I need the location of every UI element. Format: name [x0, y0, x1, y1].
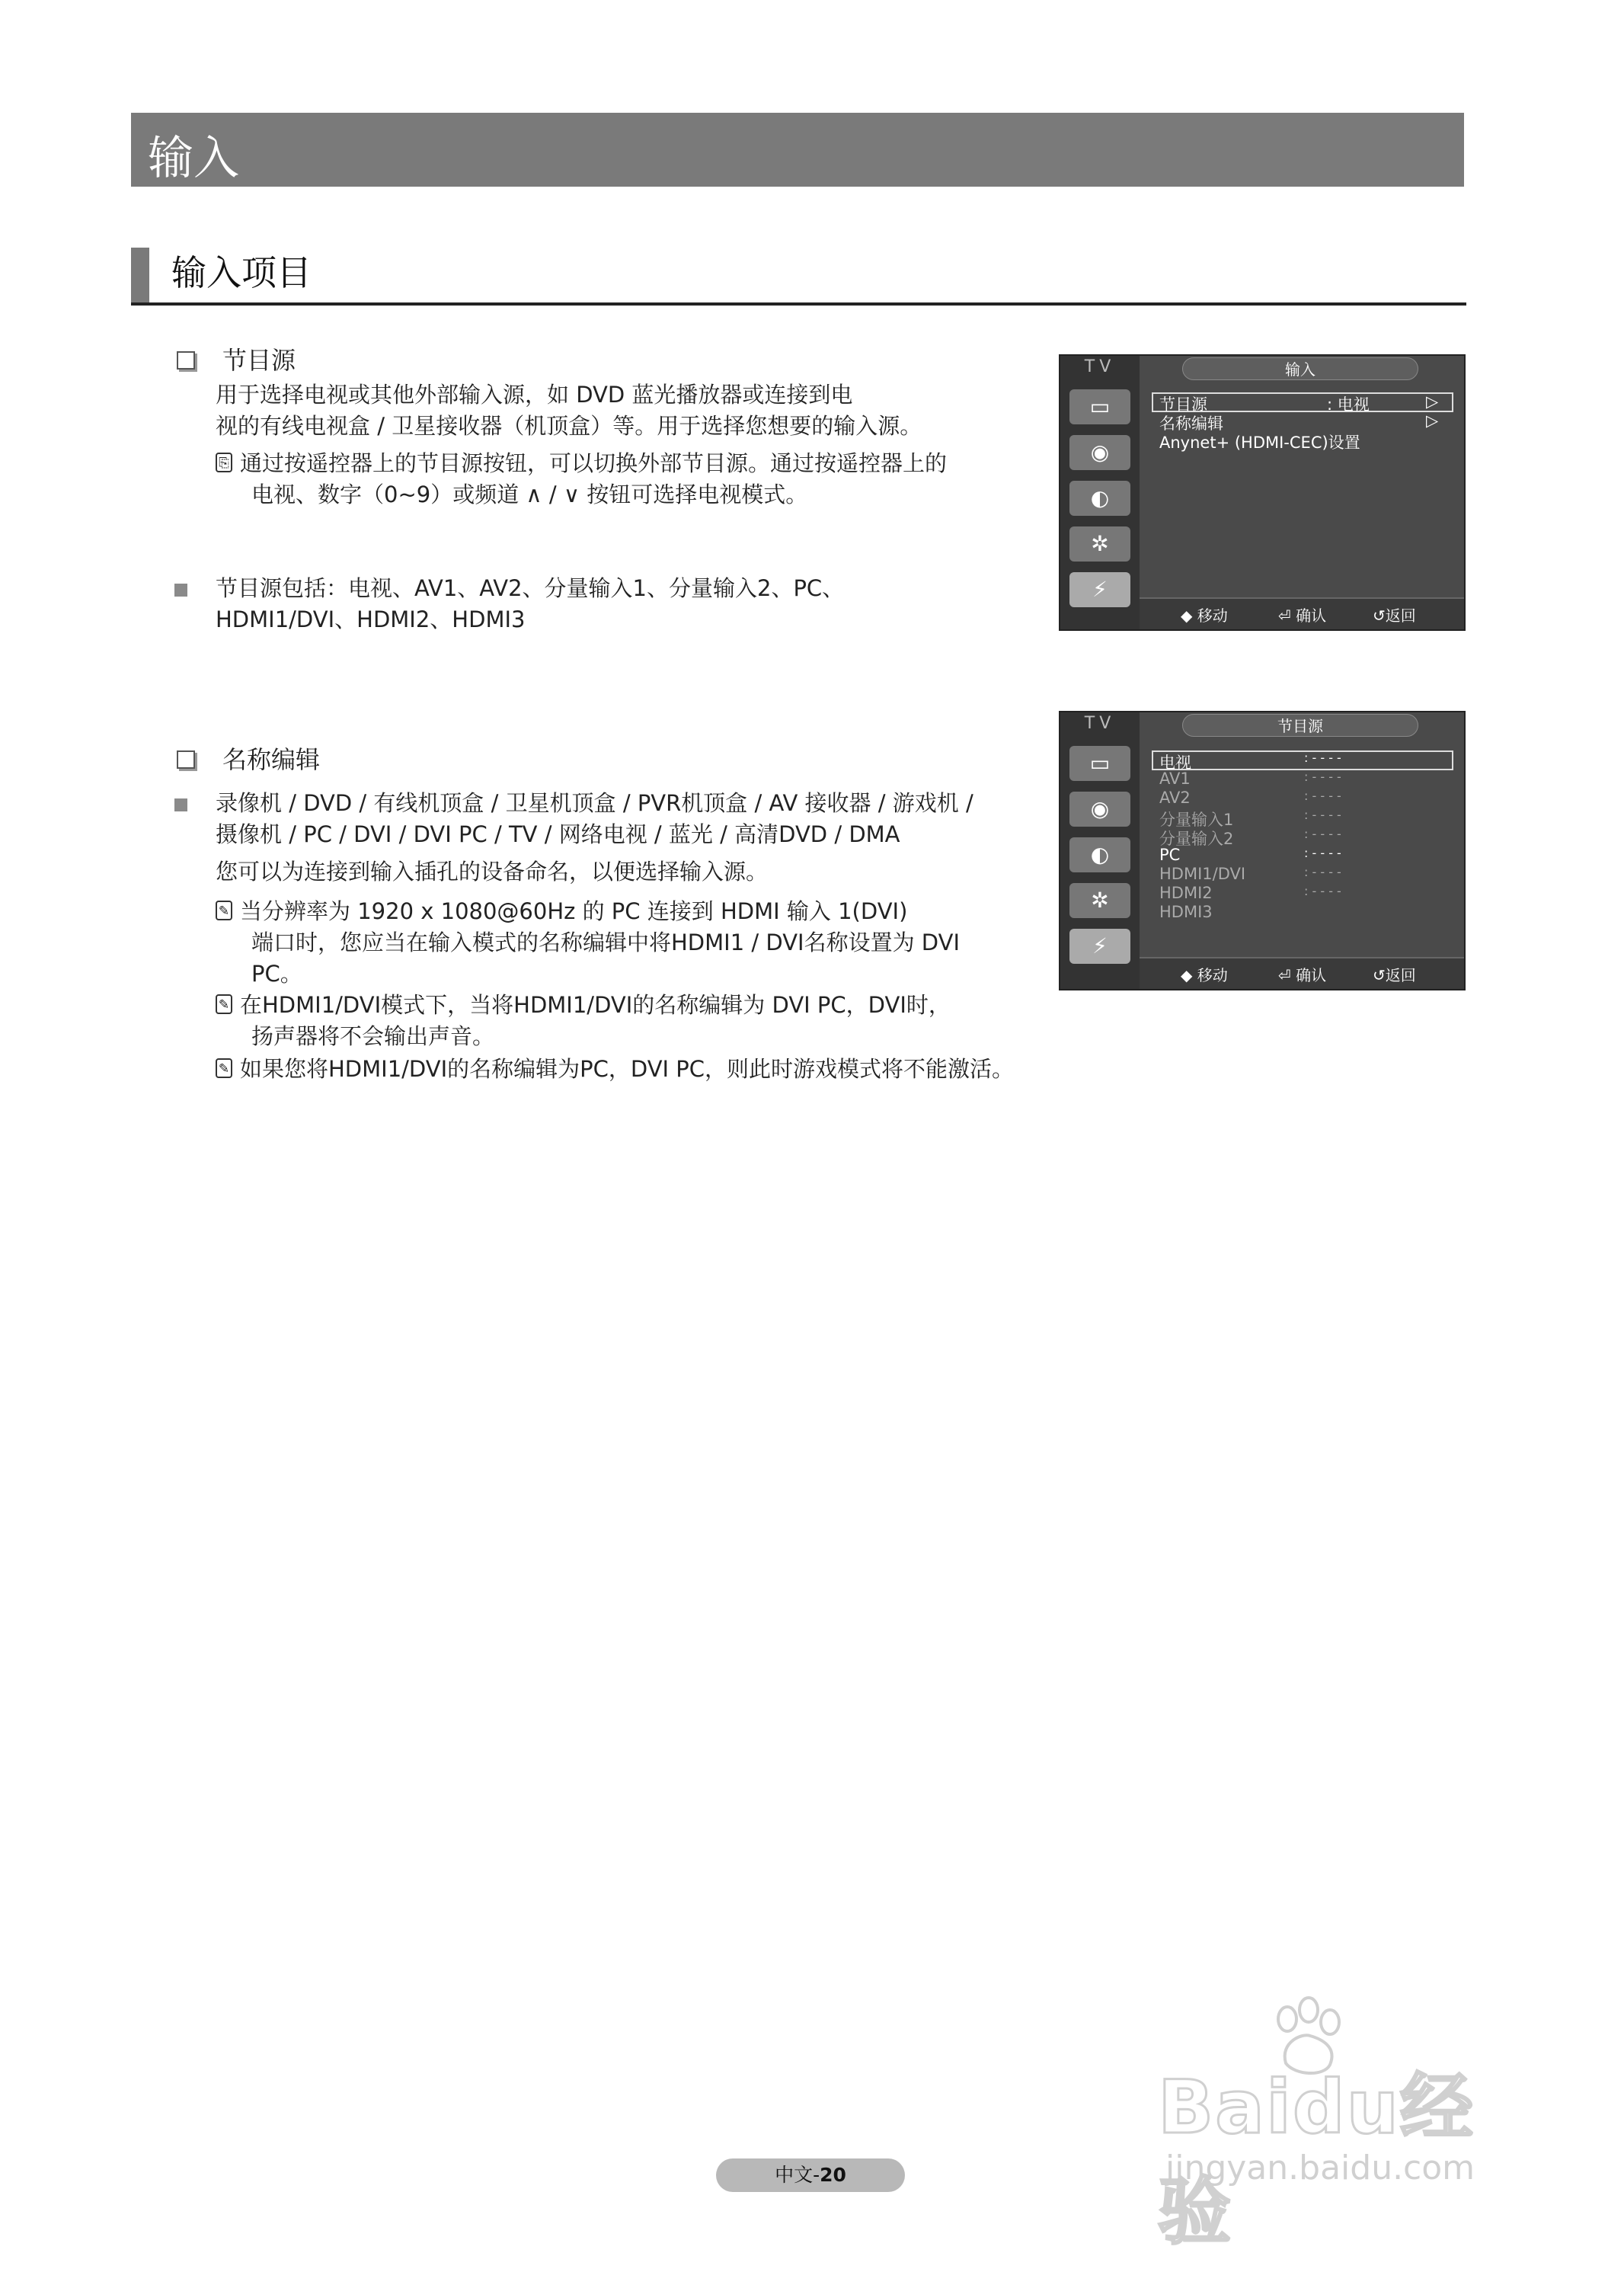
sound-menu-icon[interactable]: ◉	[1069, 792, 1130, 827]
osd-tab-header: 输入	[1182, 357, 1418, 380]
osd-source-item[interactable]: HDMI2 : - - - -	[1159, 884, 1341, 902]
osd-source-list	[1059, 711, 1466, 990]
osd-tv-label: TV	[1084, 357, 1116, 376]
heading-source: 节目源	[177, 341, 296, 376]
osd-tv-label: TV	[1084, 714, 1116, 733]
osd-footer-move: ◆ 移动	[1181, 966, 1228, 984]
picture-menu-icon[interactable]: ▭	[1069, 746, 1130, 781]
input-menu-icon[interactable]: ⚡	[1069, 929, 1130, 964]
baidu-watermark	[1158, 1996, 1539, 2254]
section-divider	[131, 302, 1466, 306]
edit-name-note3: ✎ 如果您将HDMI1/DVI的名称编辑为PC，DVI PC，则此时游戏模式将不能激活。	[216, 1054, 1014, 1084]
watermark-logo-text: Baidu经验	[1158, 2065, 1475, 2254]
source-note-line2: 电视、数字（0~9）或频道 ∧ / ∨ 按钮可选择电视模式。	[251, 482, 808, 507]
source-list-line2: HDMI1/DVI、HDMI2、HDMI3	[216, 606, 526, 632]
osd-source-item[interactable]: HDMI1/DVI : - - - -	[1159, 865, 1341, 883]
osd-source-item[interactable]: PC : - - - -	[1159, 846, 1341, 864]
input-menu-icon[interactable]: ⚡	[1069, 572, 1130, 607]
sound-menu-icon[interactable]: ◉	[1069, 435, 1130, 470]
checkbox-square-icon	[177, 750, 195, 769]
osd-tab-header: 节目源	[1182, 714, 1418, 737]
edit-name-list-line1: 录像机 / DVD / 有线机顶盒 / 卫星机顶盒 / PVR机顶盒 / AV 接收器 / 游戏机 /	[216, 790, 973, 816]
edit-name-note1-line1: ✎ 当分辨率为 1920 x 1080@60Hz 的 PC 连接到 HDMI 输入 1(DVI)	[216, 896, 907, 926]
chapter-title: 输入	[148, 132, 239, 185]
source-note-line1: ⎘ 通过按遥控器上的节目源按钮，可以切换外部节目源。通过按遥控器上的	[216, 448, 947, 478]
setup-menu-icon[interactable]: ✲	[1069, 526, 1130, 562]
edit-name-note2-line2: 扬声器将不会输出声音。	[251, 1023, 495, 1049]
osd-source-item[interactable]: 电视 : - - - -	[1159, 750, 1341, 772]
chapter-title-bar	[131, 113, 1464, 187]
osd-source-item[interactable]: AV1 : - - - -	[1159, 770, 1341, 788]
arrow-right-icon: ▷	[1426, 392, 1439, 411]
heading-edit-name: 名称编辑	[177, 741, 320, 776]
osd-footer-return: ↺返回	[1373, 966, 1416, 984]
source-list-line1: 节目源包括：电视、AV1、AV2、分量输入1、分量输入2、PC、	[216, 575, 845, 601]
osd-source-item[interactable]: AV2 : - - - -	[1159, 789, 1341, 807]
osd-source-item[interactable]: 分量输入1 : - - - -	[1159, 808, 1341, 829]
note-pencil-icon: ✎	[216, 1058, 232, 1078]
osd-item-edit-name[interactable]: 名称编辑 ▷	[1159, 411, 1439, 433]
osd-selection-frame	[1152, 750, 1453, 770]
bullet-square-icon	[174, 584, 187, 597]
checkbox-square-icon	[177, 351, 195, 370]
edit-name-note1-line2: 端口时，您应当在输入模式的名称编辑中将HDMI1 / DVI名称设置为 DVI	[251, 930, 961, 955]
osd-footer-enter: ⏎ 确认	[1278, 966, 1327, 984]
osd-item-source[interactable]: 节目源 : 电视 ▷	[1159, 392, 1439, 414]
picture-menu-icon[interactable]: ▭	[1069, 389, 1130, 424]
osd-footer-enter: ⏎ 确认	[1278, 606, 1327, 625]
osd-item-anynet[interactable]: Anynet+ (HDMI-CEC)设置	[1159, 434, 1360, 452]
edit-name-list-line2: 摄像机 / PC / DVI / DVI PC / TV / 网络电视 / 蓝光 / 高清DVD / DMA	[216, 821, 900, 847]
remote-note-icon: ⎘	[216, 453, 232, 472]
section-marker	[131, 248, 149, 302]
osd-source-item[interactable]: 分量输入2 : - - - -	[1159, 827, 1341, 848]
watermark-url: jingyan.baidu.com	[1165, 2149, 1475, 2187]
page-number: 中文-20	[716, 2158, 905, 2192]
section-title: 输入项目	[171, 252, 312, 293]
edit-name-note1-line3: PC。	[251, 961, 302, 987]
osd-input-menu	[1059, 354, 1466, 631]
bullet-square-icon	[174, 798, 187, 811]
source-desc-line2: 视的有线电视盒 / 卫星接收器（机顶盒）等。用于选择您想要的输入源。	[216, 413, 922, 439]
edit-name-note2-line1: ✎ 在HDMI1/DVI模式下，当将HDMI1/DVI的名称编辑为 DVI PC，DVI时，	[216, 990, 951, 1020]
channel-menu-icon[interactable]: ◐	[1069, 837, 1130, 872]
osd-footer-move: ◆ 移动	[1181, 606, 1228, 625]
note-pencil-icon: ✎	[216, 901, 232, 920]
setup-menu-icon[interactable]: ✲	[1069, 883, 1130, 918]
source-desc-line1: 用于选择电视或其他外部输入源，如 DVD 蓝光播放器或连接到电	[216, 382, 853, 408]
osd-footer	[1140, 597, 1464, 629]
note-pencil-icon: ✎	[216, 994, 232, 1014]
osd-footer-return: ↺返回	[1373, 606, 1416, 625]
channel-menu-icon[interactable]: ◐	[1069, 481, 1130, 516]
osd-footer	[1140, 957, 1464, 989]
edit-name-desc: 您可以为连接到输入插孔的设备命名，以便选择输入源。	[216, 859, 769, 885]
arrow-right-icon: ▷	[1426, 411, 1439, 430]
osd-source-item[interactable]: HDMI3	[1159, 903, 1213, 921]
